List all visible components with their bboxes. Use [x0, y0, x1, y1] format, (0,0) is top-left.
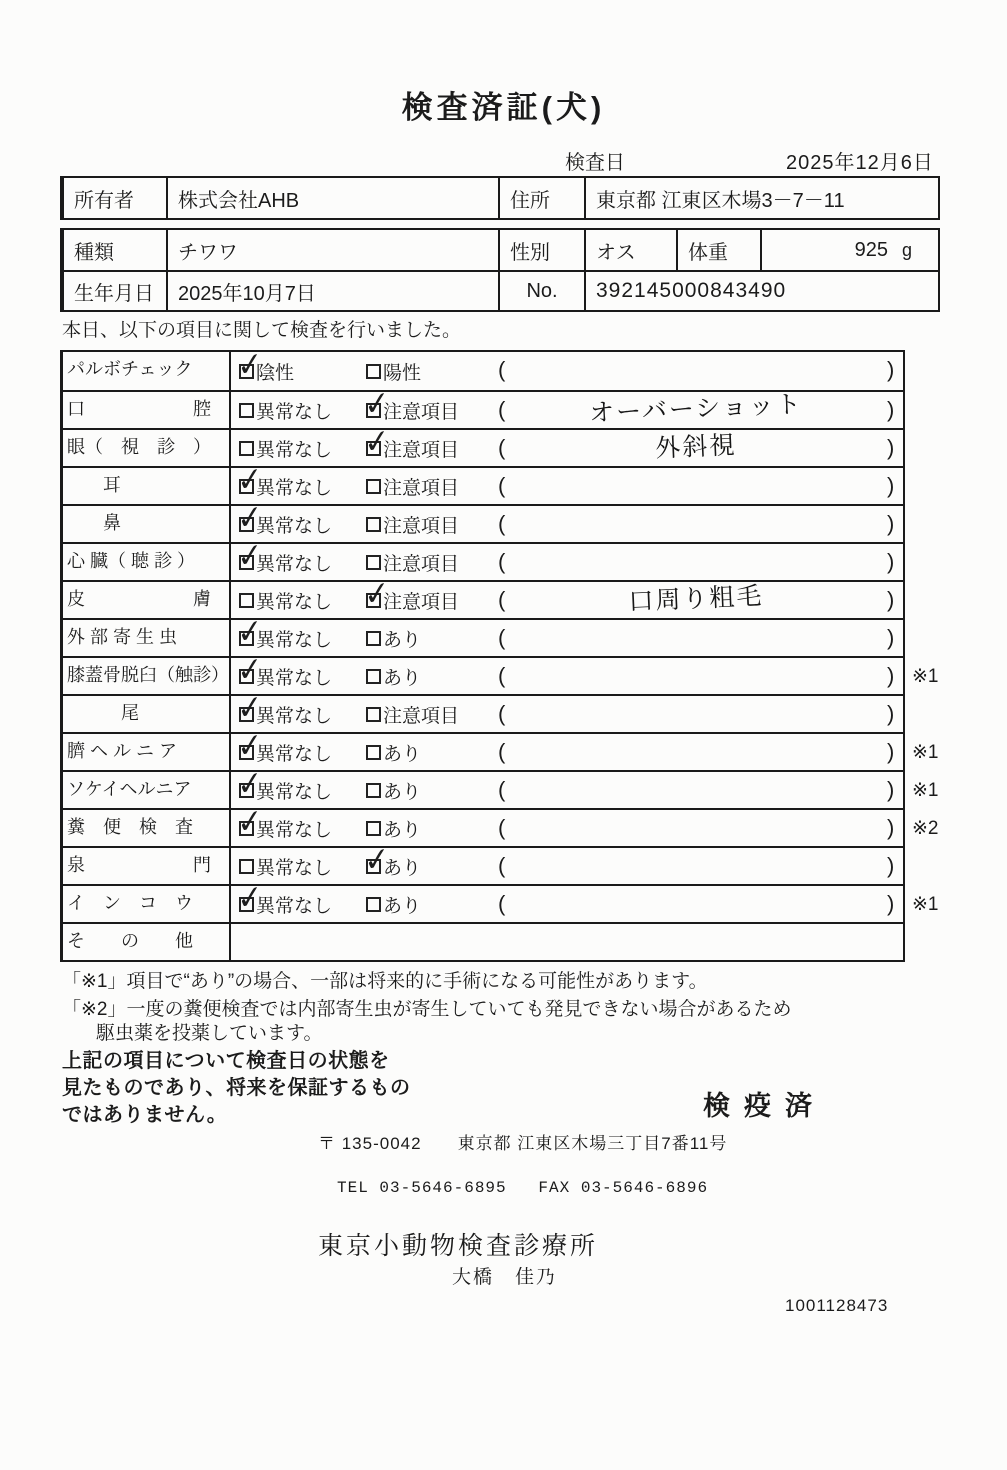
remark-mark: ※1: [912, 742, 939, 763]
checkbox-icon: [366, 403, 381, 418]
inspection-date-value: 2025年12月6日: [786, 152, 934, 174]
paren-open: (: [498, 549, 506, 574]
exam-option-1-label: 異常なし: [256, 743, 333, 765]
checkbox-icon: [366, 517, 381, 532]
checkbox-icon: [239, 555, 254, 570]
checkbox-icon: [239, 859, 254, 874]
footnote-1: 「※1」項目で“あり”の場合、一部は将来的に手術になる可能性があります。: [62, 971, 708, 992]
inspection-date-label: 検査日: [565, 152, 625, 174]
exam-item-label-text: 耳: [67, 475, 121, 495]
exam-option-1: [239, 544, 332, 580]
exam-row: [63, 656, 939, 694]
exam-item-label-text: そ の 他: [67, 931, 193, 951]
exam-item-label-text: イ ン コ ウ: [67, 893, 193, 913]
exam-option-1-label: 異常なし: [256, 401, 333, 423]
paren-open: (: [498, 777, 506, 802]
disclaimer-line-1: 上記の項目について検査日の状態を: [62, 1050, 390, 1072]
checkbox-icon: [366, 441, 381, 456]
exam-option-1-label: 陰性: [256, 362, 295, 384]
exam-option-1-label: 異常なし: [256, 629, 333, 651]
exam-row: [63, 618, 903, 656]
checkbox-icon: [239, 403, 254, 418]
exam-option-1-label: 異常なし: [256, 667, 333, 689]
exam-option-2: [366, 810, 421, 846]
owner-table: [60, 176, 940, 220]
disclaimer: [62, 1048, 411, 1129]
exam-item-label-text: 眼（ 視 診 ）: [67, 437, 211, 457]
checkbox-icon: [239, 479, 254, 494]
handwritten-note: 外斜視: [654, 431, 738, 463]
exam-option-2: [366, 468, 459, 504]
remark-mark: ※1: [912, 780, 939, 801]
paren-close: ): [887, 357, 895, 382]
address-value: 東京都 江東区木場3－7－11: [596, 189, 845, 212]
paren-close: ): [887, 853, 895, 878]
exam-item-label-text: 皮 膚: [67, 589, 211, 609]
exam-item-label-text: ソケイヘルニア: [67, 779, 192, 799]
exam-option-1-label: 異常なし: [256, 895, 333, 917]
exam-option-2: [366, 848, 421, 884]
exam-option-2-label: あり: [383, 743, 422, 765]
exam-item-label: [63, 620, 231, 656]
exam-item-label-text: 鼻: [67, 513, 121, 533]
exam-item-label: [63, 582, 231, 618]
checkbox-icon: [366, 669, 381, 684]
exam-option-2-label: 注意項目: [383, 477, 460, 499]
exam-row: [63, 884, 939, 922]
exam-option-2-label: あり: [383, 667, 422, 689]
pet-info-table: [60, 228, 940, 312]
checkbox-icon: [239, 707, 254, 722]
exam-row: [63, 922, 903, 960]
exam-option-2-label: あり: [383, 857, 422, 879]
paren-open: (: [498, 663, 506, 688]
exam-item-label: [63, 772, 231, 808]
paren-close: ): [887, 625, 895, 650]
exam-option-2-label: あり: [383, 819, 422, 841]
exam-option-1: [239, 352, 294, 390]
intro-text: 本日、以下の項目に関して検査を行いました。: [62, 320, 462, 341]
checkbox-icon: [239, 783, 254, 798]
remark-mark: ※2: [912, 818, 939, 839]
clinic-name: 東京小動物検査診療所: [318, 1232, 599, 1260]
weight-label: 体重: [678, 230, 762, 270]
exam-option-1: [239, 392, 332, 428]
exam-item-label-text: 臍 ヘ ル ニ ア: [67, 741, 178, 761]
exam-row: [63, 846, 903, 884]
birthdate-label: 生年月日: [64, 272, 168, 310]
exam-option-2: [366, 430, 459, 466]
exam-row: [63, 542, 903, 580]
exam-row: [63, 808, 939, 846]
exam-row: [63, 580, 903, 618]
no-label: No.: [500, 272, 586, 310]
exam-item-label-text: 心 臓（ 聴 診 ）: [67, 551, 196, 571]
handwritten-note: 口周り粗毛: [627, 582, 765, 616]
exam-item-label-text: 口 腔: [67, 399, 211, 419]
exam-item-label: [63, 810, 231, 846]
paren-open: (: [498, 511, 506, 536]
checkbox-icon: [239, 517, 254, 532]
owner-label: 所有者: [64, 178, 168, 218]
disclaimer-line-2: 見たものであり、将来を保証するもの: [62, 1077, 411, 1099]
weight-unit: g: [901, 239, 912, 260]
checkbox-icon: [366, 631, 381, 646]
exam-row-body: [231, 430, 903, 466]
exam-row-body: [231, 392, 903, 428]
exam-item-label: [63, 658, 231, 694]
checkbox-icon: [366, 897, 381, 912]
exam-item-label: [63, 544, 231, 580]
paren-close: ): [887, 891, 895, 916]
exam-item-label: [63, 352, 231, 390]
address-label: 住所: [500, 178, 586, 218]
paren-open: (: [498, 473, 506, 498]
exam-row: [63, 732, 939, 770]
remark-mark: ※1: [912, 666, 939, 687]
exam-option-1-label: 異常なし: [256, 857, 333, 879]
paren-close: ): [887, 663, 895, 688]
exam-table: [60, 350, 939, 962]
exam-item-label: [63, 734, 231, 770]
no-value: 392145000843490: [596, 279, 787, 302]
exam-row: [63, 428, 903, 466]
exam-row: [63, 466, 903, 504]
exam-item-label-text: 膝蓋骨脱臼（触診）: [67, 665, 229, 685]
exam-option-2-label: 注意項目: [383, 705, 460, 727]
exam-option-1-label: 異常なし: [256, 591, 333, 613]
birthdate-value: 2025年10月7日: [168, 272, 500, 310]
paren-close: ): [887, 549, 895, 574]
paren-close: ): [887, 397, 895, 422]
exam-option-2: [366, 772, 421, 808]
paren-open: (: [498, 587, 506, 612]
exam-row-body: [231, 506, 903, 542]
exam-item-label: [63, 886, 231, 922]
paren-open: (: [498, 815, 506, 840]
exam-item-label-text: パルボチェック: [67, 359, 193, 379]
breed-label: 種類: [64, 230, 168, 270]
paren-close: ): [887, 739, 895, 764]
checkbox-icon: [366, 745, 381, 760]
serial-number: 1001128473: [785, 1296, 889, 1315]
exam-item-label: [63, 430, 231, 466]
exam-row: [63, 694, 903, 732]
weight-value: [762, 230, 938, 270]
exam-option-2: [366, 620, 421, 656]
checkbox-icon: [366, 821, 381, 836]
checkbox-icon: [239, 669, 254, 684]
exam-row-body: [231, 810, 903, 846]
paren-open: (: [498, 701, 506, 726]
exam-option-2-label: 陽性: [383, 362, 422, 384]
exam-row-body: [231, 352, 903, 390]
paren-close: ): [887, 701, 895, 726]
paren-close: ): [887, 777, 895, 802]
checkbox-icon: [366, 593, 381, 608]
exam-row: [63, 390, 903, 428]
exam-option-2: [366, 658, 421, 694]
exam-row-body: [231, 658, 903, 694]
checkbox-icon: [239, 897, 254, 912]
exam-row-body: [231, 848, 903, 884]
owner-row: [64, 178, 938, 218]
breed-value: チワワ: [168, 230, 500, 270]
paren-close: ): [887, 815, 895, 840]
paren-open: (: [498, 357, 506, 382]
exam-item-label: [63, 924, 231, 960]
checkbox-icon: [239, 441, 254, 456]
exam-row-body: [231, 544, 903, 580]
paren-open: (: [498, 397, 506, 422]
paren-close: ): [887, 473, 895, 498]
paren-open: (: [498, 625, 506, 650]
page-title: 検査済証(犬): [401, 90, 606, 125]
exam-row-body: [231, 772, 903, 808]
exam-row: [63, 504, 903, 542]
checkbox-icon: [239, 593, 254, 608]
sex-value: オス: [586, 230, 678, 270]
weight-number: 925: [854, 238, 888, 261]
exam-option-2-label: あり: [383, 781, 422, 803]
disclaimer-line-3: ではありません。: [62, 1104, 228, 1126]
exam-row: [63, 770, 939, 808]
footnote-2-line-2: 駆虫薬を投薬しています。: [96, 1023, 323, 1044]
exam-option-2: [366, 696, 459, 732]
exam-row-body: [231, 696, 903, 732]
exam-item-label: [63, 392, 231, 428]
owner-value: 株式会社AHB: [168, 178, 500, 218]
exam-item-label: [63, 506, 231, 542]
checkbox-icon: [239, 821, 254, 836]
quarantine-stamp: 検疫済: [703, 1091, 826, 1121]
exam-item-label: [63, 468, 231, 504]
checkbox-icon: [366, 479, 381, 494]
exam-option-1-label: 異常なし: [256, 515, 333, 537]
exam-item-label: [63, 848, 231, 884]
clinic-tel-fax: TEL 03-5646-6895 FAX 03-5646-6896: [337, 1179, 709, 1197]
exam-option-2: [366, 506, 459, 542]
checkbox-icon: [366, 783, 381, 798]
exam-option-1-label: 異常なし: [256, 781, 333, 803]
exam-row-body: [231, 886, 903, 922]
exam-option-2-label: 注意項目: [383, 515, 460, 537]
footnote-2-line-1: 「※2」一度の糞便検査では内部寄生虫が寄生していても発見できない場合があるため: [62, 999, 792, 1020]
exam-item-label-text: 糞 便 検 査: [67, 817, 193, 837]
remark-mark: ※1: [912, 894, 939, 915]
checkbox-icon: [366, 364, 381, 379]
exam-row-body: [231, 734, 903, 770]
exam-option-1-label: 異常なし: [256, 705, 333, 727]
exam-option-2-label: 注意項目: [383, 553, 460, 575]
exam-option-2-label: あり: [383, 629, 422, 651]
exam-option-2-label: 注意項目: [383, 401, 460, 423]
exam-option-1-label: 異常なし: [256, 553, 333, 575]
veterinarian-name: 大橋 佳乃: [452, 1267, 558, 1288]
pet-info-row-2: [64, 270, 938, 310]
checkbox-icon: [366, 555, 381, 570]
exam-option-2-label: あり: [383, 895, 422, 917]
checkbox-icon: [366, 859, 381, 874]
exam-option-2-label: 注意項目: [383, 591, 460, 613]
exam-row: [63, 352, 903, 390]
exam-option-1-label: 異常なし: [256, 477, 333, 499]
checkbox-icon: [239, 631, 254, 646]
exam-option-2: [366, 352, 421, 390]
sex-label: 性別: [500, 230, 586, 270]
clinic-address: 〒 135-0042 東京都 江東区木場三丁目7番11号: [318, 1134, 728, 1153]
paren-open: (: [498, 853, 506, 878]
exam-item-label: [63, 696, 231, 732]
exam-option-2-label: 注意項目: [383, 439, 460, 461]
exam-option-1: [239, 886, 332, 922]
checkbox-icon: [239, 745, 254, 760]
exam-item-label-text: 泉 門: [67, 855, 211, 875]
exam-row-body: [231, 468, 903, 504]
paren-close: ): [887, 587, 895, 612]
exam-option-1-label: 異常なし: [256, 439, 333, 461]
handwritten-note: オーバーショット: [588, 390, 804, 428]
paren-close: ): [887, 435, 895, 460]
exam-item-label-text: 外 部 寄 生 虫: [67, 627, 178, 647]
exam-option-2: [366, 734, 421, 770]
paren-open: (: [498, 739, 506, 764]
paren-open: (: [498, 891, 506, 916]
exam-option-1-label: 異常なし: [256, 819, 333, 841]
paren-open: (: [498, 435, 506, 460]
checkbox-icon: [239, 364, 254, 379]
exam-row-body: [231, 620, 903, 656]
exam-option-2: [366, 582, 459, 618]
paren-close: ): [887, 511, 895, 536]
exam-option-1: [239, 810, 332, 846]
exam-item-label-text: 尾: [67, 703, 139, 723]
exam-row-body: [231, 582, 903, 618]
exam-row-body: [231, 924, 903, 960]
checkbox-icon: [366, 707, 381, 722]
pet-info-row-1: [64, 230, 938, 270]
exam-option-2: [366, 886, 421, 922]
